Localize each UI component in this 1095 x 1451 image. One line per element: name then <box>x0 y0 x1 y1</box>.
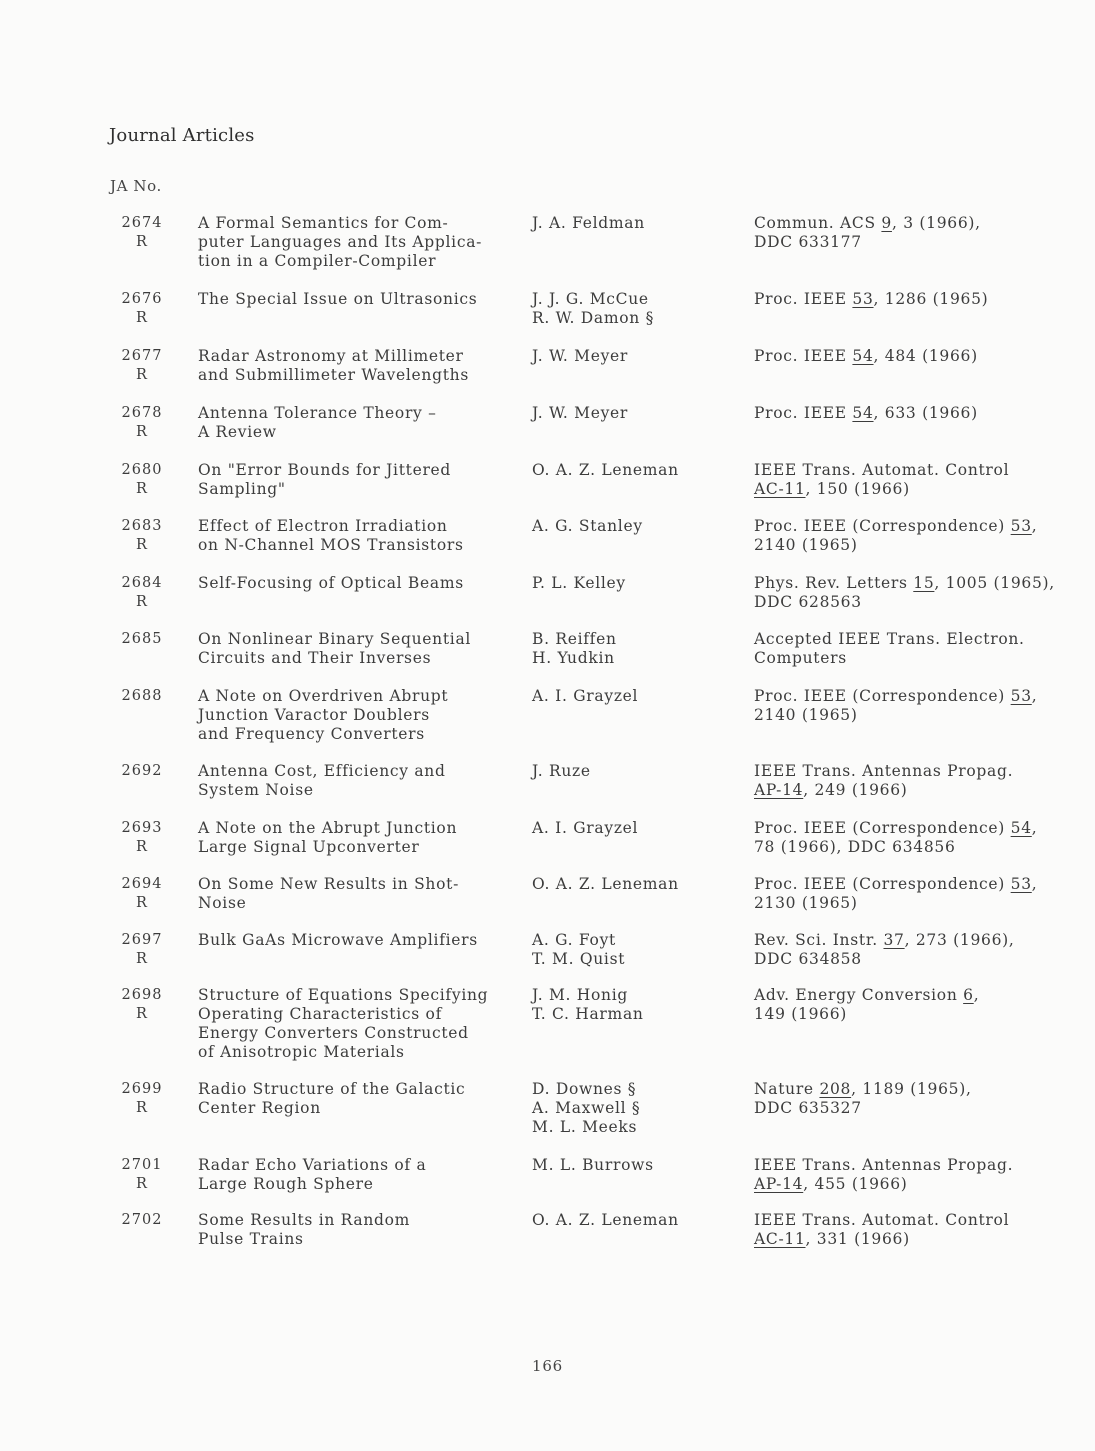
article-authors <box>532 986 742 1024</box>
citation-line <box>754 574 1084 593</box>
citation-text: Adv. Energy Conversion <box>754 986 964 1004</box>
citation-text: 78 (1966), DDC 634856 <box>754 838 956 856</box>
citation-text: Proc. IEEE (Correspondence) <box>754 875 1011 893</box>
article-authors <box>532 1211 742 1230</box>
ja-number <box>112 1211 172 1230</box>
citation-text: DDC 634858 <box>754 950 862 968</box>
citation-line <box>754 347 1084 366</box>
article-title <box>198 574 523 593</box>
citation-volume: AC-11 <box>754 480 806 498</box>
ja-number-value: 2698 <box>121 987 163 1003</box>
article-title-line: Effect of Electron Irradiation <box>198 517 448 535</box>
article-title-line: Energy Converters Constructed <box>198 1024 469 1042</box>
citation-line <box>754 1175 1084 1194</box>
article-title <box>198 214 523 271</box>
article-title-line: Pulse Trains <box>198 1230 304 1248</box>
citation-line <box>754 819 1084 838</box>
ja-number <box>112 574 172 612</box>
citation-volume: 6 <box>963 986 974 1004</box>
citation-text: Nature <box>754 1080 820 1098</box>
article-title <box>198 461 523 499</box>
author-name: A. G. Foyt <box>532 931 616 949</box>
article-citation <box>754 290 1084 309</box>
author-name: A. I. Grayzel <box>532 687 639 705</box>
ja-number-suffix: R <box>136 1100 148 1116</box>
ja-number <box>112 762 172 781</box>
ja-number-suffix: R <box>136 537 148 553</box>
article-title-line: A Note on Overdriven Abrupt <box>198 687 449 705</box>
citation-line <box>754 1005 1084 1024</box>
ja-number-value: 2692 <box>121 763 163 779</box>
citation-text: , 1005 (1965), <box>934 574 1055 592</box>
article-title-line: puter Languages and Its Applica- <box>198 233 483 251</box>
author-name: R. W. Damon § <box>532 309 655 327</box>
citation-text: , 331 (1966) <box>805 1230 910 1248</box>
ja-number-value: 2699 <box>121 1081 163 1097</box>
ja-number-value: 2677 <box>121 348 163 364</box>
author-name: J. M. Honig <box>532 986 629 1004</box>
ja-number-suffix: R <box>136 594 148 610</box>
citation-line <box>754 986 1084 1005</box>
ja-number-suffix: R <box>136 310 148 326</box>
citation-text: , 3 (1966), <box>891 214 981 232</box>
ja-number-value: 2684 <box>121 575 163 591</box>
author-name: A. I. Grayzel <box>532 819 639 837</box>
ja-number-suffix: R <box>136 481 148 497</box>
article-authors <box>532 931 742 969</box>
citation-line <box>754 404 1084 423</box>
article-title-line: and Frequency Converters <box>198 725 425 743</box>
citation-line <box>754 781 1084 800</box>
citation-line <box>754 1211 1084 1230</box>
article-title-line: System Noise <box>198 781 314 799</box>
article-title-line: A Note on the Abrupt Junction <box>198 819 458 837</box>
author-name: O. A. Z. Leneman <box>532 461 679 479</box>
article-title <box>198 687 523 744</box>
article-authors <box>532 290 742 328</box>
author-name: J. W. Meyer <box>532 347 629 365</box>
article-title <box>198 762 523 800</box>
ja-number-value: 2685 <box>121 631 163 647</box>
article-title <box>198 630 523 668</box>
citation-volume: AC-11 <box>754 1230 806 1248</box>
citation-line <box>754 1080 1084 1099</box>
ja-number <box>112 986 172 1024</box>
citation-line <box>754 1099 1084 1118</box>
article-title <box>198 931 523 950</box>
article-title <box>198 1080 523 1118</box>
citation-volume: 53 <box>1010 875 1032 893</box>
article-citation <box>754 1211 1084 1249</box>
article-citation <box>754 986 1084 1024</box>
article-citation <box>754 574 1084 612</box>
author-name: J. Ruze <box>532 762 591 780</box>
ja-number <box>112 461 172 499</box>
citation-text: Phys. Rev. Letters <box>754 574 914 592</box>
citation-line <box>754 894 1084 913</box>
ja-number <box>112 875 172 913</box>
article-title <box>198 1211 523 1249</box>
ja-number-value: 2694 <box>121 876 163 892</box>
ja-number <box>112 404 172 442</box>
ja-number-value: 2688 <box>121 688 163 704</box>
article-title-line: of Anisotropic Materials <box>198 1043 405 1061</box>
article-title-line: tion in a Compiler-Compiler <box>198 252 437 270</box>
article-authors <box>532 875 742 894</box>
ja-number-value: 2674 <box>121 215 163 231</box>
citation-volume: 54 <box>852 404 874 422</box>
ja-number-value: 2678 <box>121 405 163 421</box>
article-title <box>198 819 523 857</box>
ja-number-suffix: R <box>136 234 148 250</box>
citation-line <box>754 687 1084 706</box>
citation-line <box>754 630 1084 649</box>
citation-text: DDC 633177 <box>754 233 862 251</box>
article-authors <box>532 214 742 233</box>
article-title-line: Large Rough Sphere <box>198 1175 374 1193</box>
citation-line <box>754 480 1084 499</box>
author-name: O. A. Z. Leneman <box>532 875 679 893</box>
citation-line <box>754 838 1084 857</box>
article-title-line: Noise <box>198 894 247 912</box>
ja-number-suffix: R <box>136 367 148 383</box>
article-citation <box>754 1080 1084 1118</box>
article-title-line: A Formal Semantics for Com- <box>198 214 449 232</box>
citation-text: Accepted IEEE Trans. Electron. <box>754 630 1025 648</box>
citation-text: 2140 (1965) <box>754 536 858 554</box>
citation-volume: 53 <box>1010 687 1032 705</box>
citation-line <box>754 1156 1084 1175</box>
citation-line <box>754 461 1084 480</box>
article-title <box>198 404 523 442</box>
citation-text: , 1286 (1965) <box>873 290 989 308</box>
article-authors <box>532 347 742 366</box>
author-name: O. A. Z. Leneman <box>532 1211 679 1229</box>
author-name: A. Maxwell § <box>532 1099 641 1117</box>
citation-text: Proc. IEEE <box>754 404 853 422</box>
article-authors <box>532 762 742 781</box>
ja-number <box>112 214 172 252</box>
section-title: Journal Articles <box>109 125 255 146</box>
citation-text: DDC 628563 <box>754 593 862 611</box>
citation-line <box>754 762 1084 781</box>
citation-text: Proc. IEEE (Correspondence) <box>754 517 1011 535</box>
ja-number <box>112 290 172 328</box>
citation-text: Computers <box>754 649 847 667</box>
citation-text: Proc. IEEE <box>754 347 853 365</box>
article-citation <box>754 214 1084 252</box>
citation-line <box>754 950 1084 969</box>
article-title <box>198 290 523 309</box>
citation-line <box>754 875 1084 894</box>
article-citation <box>754 347 1084 366</box>
citation-text: , <box>1031 875 1038 893</box>
citation-text: , 633 (1966) <box>873 404 978 422</box>
article-authors <box>532 1156 742 1175</box>
citation-text: DDC 635327 <box>754 1099 862 1117</box>
author-name: J. A. Feldman <box>532 214 645 232</box>
citation-volume: 15 <box>913 574 935 592</box>
ja-number-value: 2693 <box>121 820 163 836</box>
citation-text: , 1189 (1965), <box>851 1080 972 1098</box>
article-title-line: Large Signal Upconverter <box>198 838 420 856</box>
ja-number-suffix: R <box>136 839 148 855</box>
author-name: P. L. Kelley <box>532 574 626 592</box>
citation-line <box>754 593 1084 612</box>
ja-number-suffix: R <box>136 895 148 911</box>
citation-line <box>754 706 1084 725</box>
citation-volume: 208 <box>819 1080 852 1098</box>
citation-volume: 53 <box>1010 517 1032 535</box>
ja-number-value: 2701 <box>121 1157 163 1173</box>
ja-number-value: 2680 <box>121 462 163 478</box>
citation-text: Commun. ACS <box>754 214 882 232</box>
article-title <box>198 517 523 555</box>
article-title-line: Radar Echo Variations of a <box>198 1156 427 1174</box>
author-name: T. C. Harman <box>532 1005 644 1023</box>
article-title-line: Sampling" <box>198 480 286 498</box>
ja-number-value: 2676 <box>121 291 163 307</box>
ja-number <box>112 687 172 706</box>
citation-text: 149 (1966) <box>754 1005 848 1023</box>
article-title-line: Circuits and Their Inverses <box>198 649 432 667</box>
author-name: T. M. Quist <box>532 950 626 968</box>
citation-text: Proc. IEEE (Correspondence) <box>754 819 1011 837</box>
article-title-line: The Special Issue on Ultrasonics <box>198 290 478 308</box>
article-title-line: On "Error Bounds for Jittered <box>198 461 452 479</box>
article-authors <box>532 687 742 706</box>
citation-volume: 53 <box>852 290 874 308</box>
ja-number-value: 2683 <box>121 518 163 534</box>
author-name: J. W. Meyer <box>532 404 629 422</box>
ja-number-value: 2697 <box>121 932 163 948</box>
article-title-line: Junction Varactor Doublers <box>198 706 430 724</box>
ja-number <box>112 347 172 385</box>
article-title-line: Self-Focusing of Optical Beams <box>198 574 464 592</box>
ja-number <box>112 819 172 857</box>
citation-text: IEEE Trans. Automat. Control <box>754 461 1010 479</box>
citation-text: Rev. Sci. Instr. <box>754 931 884 949</box>
ja-number-suffix: R <box>136 1006 148 1022</box>
article-title-line: Radio Structure of the Galactic <box>198 1080 466 1098</box>
article-title-line: Operating Characteristics of <box>198 1005 443 1023</box>
article-title-line: Structure of Equations Specifying <box>198 986 489 1004</box>
citation-text: , <box>973 986 980 1004</box>
article-title-line: Antenna Tolerance Theory – <box>198 404 437 422</box>
article-title <box>198 1156 523 1194</box>
citation-line <box>754 517 1084 536</box>
article-title-line: on N-Channel MOS Transistors <box>198 536 464 554</box>
ja-number-value: 2702 <box>121 1212 163 1228</box>
article-authors <box>532 819 742 838</box>
article-title-line: Antenna Cost, Efficiency and <box>198 762 446 780</box>
citation-text: IEEE Trans. Antennas Propag. <box>754 1156 1014 1174</box>
article-authors <box>532 1080 742 1137</box>
citation-text: IEEE Trans. Automat. Control <box>754 1211 1010 1229</box>
article-citation <box>754 875 1084 913</box>
citation-text: , 150 (1966) <box>805 480 910 498</box>
ja-number <box>112 931 172 969</box>
ja-number-suffix: R <box>136 424 148 440</box>
ja-number <box>112 1156 172 1194</box>
citation-text: 2130 (1965) <box>754 894 858 912</box>
page-number: 166 <box>531 1357 564 1375</box>
citation-text: , 455 (1966) <box>803 1175 908 1193</box>
ja-number-suffix: R <box>136 1176 148 1192</box>
citation-volume: 37 <box>883 931 905 949</box>
article-title <box>198 875 523 913</box>
citation-line <box>754 290 1084 309</box>
article-title-line: Some Results in Random <box>198 1211 411 1229</box>
article-citation <box>754 517 1084 555</box>
article-authors <box>532 461 742 480</box>
article-citation <box>754 1156 1084 1194</box>
ja-number-column-label: JA No. <box>110 177 162 195</box>
citation-line <box>754 536 1084 555</box>
article-title <box>198 347 523 385</box>
citation-volume: AP-14 <box>754 1175 804 1193</box>
citation-text: , 249 (1966) <box>803 781 908 799</box>
author-name: D. Downes § <box>532 1080 637 1098</box>
citation-text: Proc. IEEE (Correspondence) <box>754 687 1011 705</box>
citation-text: IEEE Trans. Antennas Propag. <box>754 762 1014 780</box>
article-title-line: Bulk GaAs Microwave Amplifiers <box>198 931 478 949</box>
citation-line <box>754 233 1084 252</box>
citation-line <box>754 1230 1084 1249</box>
article-authors <box>532 574 742 593</box>
citation-line <box>754 649 1084 668</box>
author-name: H. Yudkin <box>532 649 615 667</box>
article-title-line: and Submillimeter Wavelengths <box>198 366 469 384</box>
citation-text: , <box>1031 687 1038 705</box>
ja-number <box>112 1080 172 1118</box>
ja-number <box>112 517 172 555</box>
article-title-line: Radar Astronomy at Millimeter <box>198 347 464 365</box>
author-name: A. G. Stanley <box>532 517 643 535</box>
citation-volume: 54 <box>1010 819 1032 837</box>
citation-text: , 484 (1966) <box>873 347 978 365</box>
article-title-line: On Nonlinear Binary Sequential <box>198 630 472 648</box>
article-citation <box>754 461 1084 499</box>
article-authors <box>532 630 742 668</box>
author-name: M. L. Burrows <box>532 1156 654 1174</box>
article-citation <box>754 630 1084 668</box>
article-authors <box>532 404 742 423</box>
article-title-line: A Review <box>198 423 277 441</box>
citation-volume: 54 <box>852 347 874 365</box>
article-title-line: Center Region <box>198 1099 321 1117</box>
article-citation <box>754 762 1084 800</box>
citation-line <box>754 214 1084 233</box>
citation-text: , <box>1031 517 1038 535</box>
article-authors <box>532 517 742 536</box>
article-citation <box>754 404 1084 423</box>
citation-volume: 9 <box>881 214 892 232</box>
article-citation <box>754 687 1084 725</box>
article-title <box>198 986 523 1062</box>
author-name: M. L. Meeks <box>532 1118 638 1136</box>
article-citation <box>754 819 1084 857</box>
author-name: J. J. G. McCue <box>532 290 649 308</box>
citation-text: , 273 (1966), <box>904 931 1015 949</box>
ja-number-suffix: R <box>136 951 148 967</box>
article-title-line: On Some New Results in Shot- <box>198 875 460 893</box>
citation-line <box>754 931 1084 950</box>
article-citation <box>754 931 1084 969</box>
citation-text: 2140 (1965) <box>754 706 858 724</box>
citation-text: Proc. IEEE <box>754 290 853 308</box>
citation-volume: AP-14 <box>754 781 804 799</box>
ja-number <box>112 630 172 649</box>
citation-text: , <box>1031 819 1038 837</box>
author-name: B. Reiffen <box>532 630 617 648</box>
